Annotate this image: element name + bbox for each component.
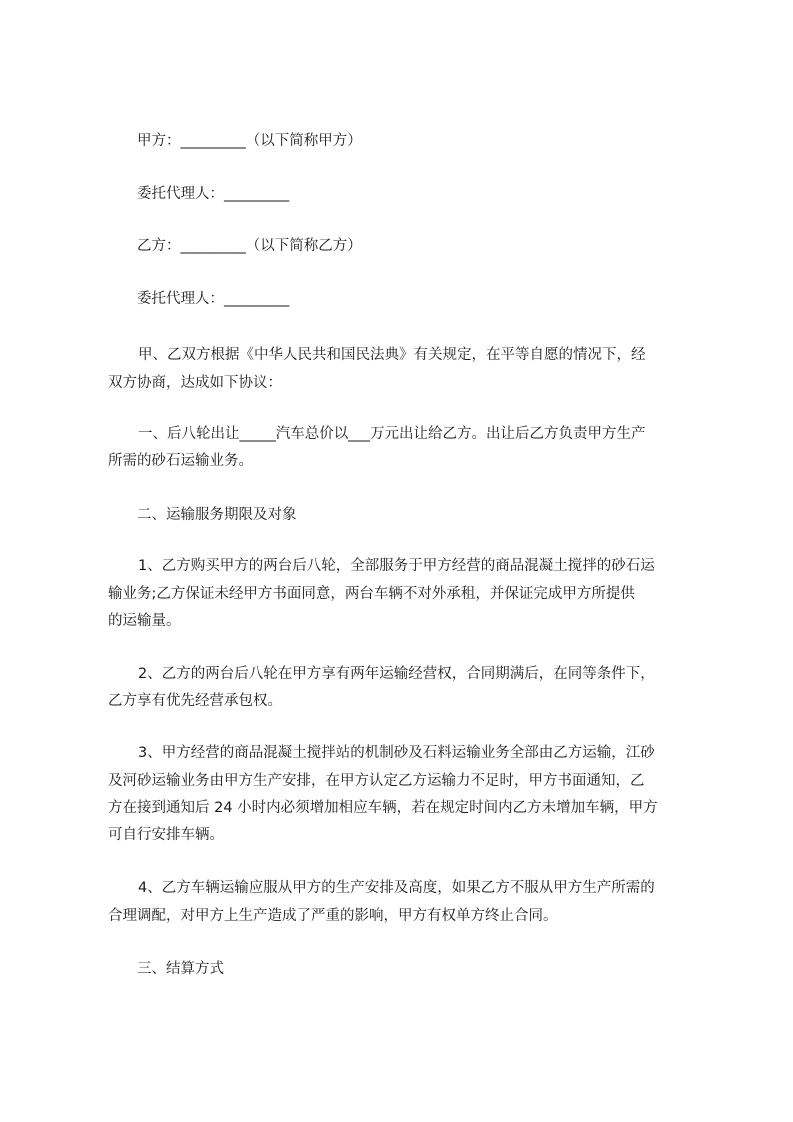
section-3-heading: 三、结算方式 xyxy=(137,961,224,977)
clause-2-line: 乙方享有优先经营承包权。 xyxy=(108,693,282,709)
clause-2-line: 2、乙方的两台后八轮在甲方享有两年运输经营权，合同期满后，在同等条件下， xyxy=(138,666,655,682)
intro-line: 双方协商，达成如下协议： xyxy=(108,375,282,391)
clause-1-line: 输业务;乙方保证未经甲方书面同意，两台车辆不对外承租，并保证完成甲方所提供 xyxy=(108,586,635,602)
clause-3-line: 及河砂运输业务由甲方生产安排，在甲方认定乙方运输力不足时，甲方书面通知，乙 xyxy=(108,773,645,789)
section-1-line: 一、后八轮出让_____汽车总价以___万元出让给乙方。出让后乙方负责甲方生产 xyxy=(138,426,646,442)
clause-3-line: 3、甲方经营的商品混凝土搅拌站的机制砂及石料运输业务全部由乙方运输，江砂 xyxy=(138,745,655,761)
clause-3-line: 可自行安排车辆。 xyxy=(108,827,224,843)
agent-a-line: 委托代理人：_________ xyxy=(137,186,290,202)
section-1-line: 所需的砂石运输业务。 xyxy=(108,453,253,469)
clause-1-line: 1、乙方购买甲方的两台后八轮，全部服务于甲方经营的商品混凝土搅拌的砂石运 xyxy=(138,558,655,574)
intro-line: 甲、乙双方根据《中华人民共和国民法典》有关规定，在平等自愿的情况下，经 xyxy=(138,347,646,363)
clause-4-line: 合理调配，对甲方上生产造成了严重的影响，甲方有权单方终止合同。 xyxy=(108,908,558,924)
party-a-line: 甲方：_________（以下简称甲方） xyxy=(137,133,362,149)
clause-1-line: 的运输量。 xyxy=(108,613,181,629)
clause-3-line: 方在接到通知后 24 小时内必须增加相应车辆，若在规定时间内乙方未增加车辆，甲方 xyxy=(108,800,658,816)
section-2-heading: 二、运输服务期限及对象 xyxy=(137,507,297,523)
party-b-line: 乙方：_________（以下简称乙方） xyxy=(137,238,362,254)
agent-b-line: 委托代理人：_________ xyxy=(137,291,290,307)
clause-4-line: 4、乙方车辆运输应服从甲方的生产安排及高度，如果乙方不服从甲方生产所需的 xyxy=(138,880,655,896)
